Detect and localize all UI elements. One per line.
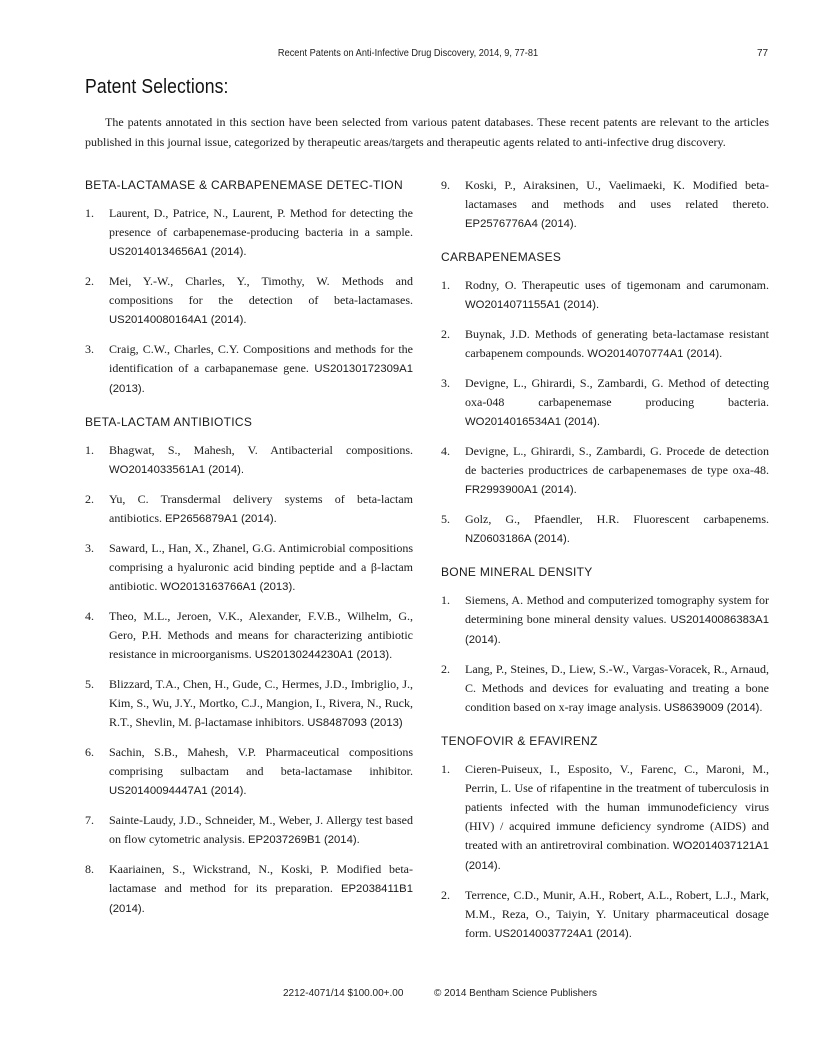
entry-number: 2. bbox=[441, 327, 450, 341]
patent-number: WO2014033561A1 (2014). bbox=[109, 464, 245, 476]
section-heading: BETA-LACTAMASE & CARBAPENEMASE DETEC-TION bbox=[85, 178, 403, 192]
patent-number: US20130244230A1 (2013). bbox=[254, 649, 393, 661]
entry-number: 6. bbox=[85, 745, 94, 759]
patent-list bbox=[85, 204, 413, 399]
entry-number: 7. bbox=[85, 813, 94, 827]
patent-entry bbox=[85, 743, 413, 801]
patent-number: US20140086383A1 (2014). bbox=[465, 614, 769, 646]
entry-citation: Koski, P., Airaksinen, U., Vaelimaeki, K. Modified beta-lactamases and methods and uses related thereto. bbox=[465, 178, 769, 211]
patent-entry bbox=[441, 886, 769, 944]
entry-number: 9. bbox=[441, 178, 450, 192]
patent-entry bbox=[441, 325, 769, 364]
page-title: Patent Selections: bbox=[85, 76, 229, 98]
patent-number: US20130172309A1 (2013). bbox=[109, 363, 413, 395]
entry-number: 8. bbox=[85, 862, 94, 876]
patent-number: US8639009 (2014). bbox=[663, 702, 763, 714]
patent-number: US8487093 (2013) bbox=[307, 717, 403, 729]
patent-list bbox=[441, 591, 769, 718]
entry-number: 1. bbox=[441, 762, 450, 776]
patent-section bbox=[85, 176, 413, 399]
entry-number: 5. bbox=[441, 512, 450, 526]
footer-issn: 2212-4071/14 $100.00+.00 bbox=[283, 988, 404, 999]
entry-citation: Mei, Y.-W., Charles, Y., Timothy, W. Methods and compositions for the detection of beta-lactamases. bbox=[109, 274, 413, 307]
patent-number: WO2014070774A1 (2014). bbox=[587, 348, 723, 360]
entry-citation: Bhagwat, S., Mahesh, V. Antibacterial compositions. bbox=[109, 443, 413, 457]
entry-number: 2. bbox=[441, 662, 450, 676]
patent-entry bbox=[441, 374, 769, 432]
patent-number: EP2656879A1 (2014). bbox=[165, 513, 277, 525]
entry-number: 1. bbox=[85, 443, 94, 457]
patent-entry bbox=[441, 276, 769, 315]
section-heading: BONE MINERAL DENSITY bbox=[441, 565, 593, 579]
patent-entry bbox=[441, 660, 769, 718]
entry-citation: Kaariainen, S., Wickstrand, N., Koski, P. Modified beta-lactamase and method for its preparation. bbox=[109, 862, 413, 895]
entry-number: 3. bbox=[441, 376, 450, 390]
patent-number: WO2013163766A1 (2013). bbox=[160, 581, 296, 593]
entry-citation: Devigne, L., Ghirardi, S., Zambardi, G. Method of detecting oxa-048 carbapenemase producing bacteria. bbox=[465, 376, 769, 409]
running-head: Recent Patents on Anti-Infective Drug Discovery, 2014, 9, 77-81 bbox=[277, 48, 539, 59]
entry-number: 4. bbox=[441, 444, 450, 458]
patent-number: EP2576776A4 (2014). bbox=[465, 218, 577, 230]
patent-section bbox=[441, 248, 769, 549]
page-number: 77 bbox=[757, 48, 769, 59]
entry-citation: Devigne, L., Ghirardi, S., Zambardi, G. Procede de detection de bacteries productrices de carbapenemases de type oxa-48. bbox=[465, 444, 769, 477]
patent-entry bbox=[85, 441, 413, 480]
entry-citation: Golz, G., Pfaendler, H.R. Fluorescent carbapenems. bbox=[465, 512, 769, 526]
entry-citation: Lang, P., Steines, D., Liew, S.-W., Vargas-Voracek, R., Arnaud, C. Methods and devices for evaluating and treating a bone condition based on x-ray image analysis. bbox=[465, 662, 769, 714]
entry-number: 2. bbox=[441, 888, 450, 902]
patent-entry bbox=[85, 607, 413, 665]
entry-citation: Rodny, O. Therapeutic uses of tigemonam and carumonam. bbox=[465, 278, 769, 292]
entry-number: 4. bbox=[85, 609, 94, 623]
entry-citation: Sainte-Laudy, J.D., Schneider, M., Weber, J. Allergy test based on flow cytometric analysis. bbox=[109, 813, 413, 846]
patent-entry bbox=[441, 591, 769, 650]
entry-citation: Laurent, D., Patrice, N., Laurent, P. Method for detecting the presence of carbapenemase-producing bacteria in a sample. bbox=[109, 206, 413, 239]
entry-number: 5. bbox=[85, 677, 94, 691]
patent-section bbox=[441, 732, 769, 944]
patent-entry bbox=[85, 340, 413, 399]
patent-entry bbox=[85, 490, 413, 529]
patent-entry bbox=[85, 272, 413, 330]
intro-paragraph: The patents annotated in this section have been selected from various patent databases. These recent patents are relevant to the articles published in this journal issue, categorized by therapeutic areas/targets and therapeutic agents related to anti-infective drug discovery. bbox=[85, 115, 769, 149]
footer-copyright: © 2014 Bentham Science Publishers bbox=[434, 988, 598, 999]
patent-section bbox=[85, 413, 413, 919]
patent-number: FR2993900A1 (2014). bbox=[465, 484, 577, 496]
entry-citation: Blizzard, T.A., Chen, H., Gude, C., Hermes, J.D., Imbriglio, J., Kim, S., Wu, J.Y., Mortko, C.J., Mangion, I., Rivera, N., Ruck, R.T., Shevlin, M. β-lactamase inhibitors. bbox=[109, 677, 413, 729]
entry-number: 2. bbox=[85, 492, 94, 506]
patent-list bbox=[85, 441, 413, 919]
patent-entry bbox=[85, 811, 413, 850]
patent-entry bbox=[441, 442, 769, 500]
patent-list bbox=[441, 276, 769, 549]
entry-citation: Siemens, A. Method and computerized tomography system for determining bone mineral density values. bbox=[465, 593, 769, 626]
entry-number: 3. bbox=[85, 541, 94, 555]
entry-citation: Cieren-Puiseux, I., Esposito, V., Farenc, C., Maroni, M., Perrin, L. Use of rifapentine in the treatment of tuberculosis in patients infected with the human immunodeficiency virus (HIV) / acquired immune deficiency syndrome (AIDS) and treated with an antiretroviral combination. bbox=[465, 762, 769, 852]
entry-number: 2. bbox=[85, 274, 94, 288]
patent-entry bbox=[85, 860, 413, 919]
left-column bbox=[85, 176, 413, 933]
patent-number: EP2038411B1 (2014). bbox=[109, 883, 413, 915]
patent-number: WO2014071155A1 (2014). bbox=[465, 299, 600, 311]
entry-citation: Craig, C.W., Charles, C.Y. Compositions and methods for the identification of a carbapanemase gene. bbox=[109, 342, 413, 375]
patent-entry bbox=[441, 176, 769, 234]
section-heading: BETA-LACTAM ANTIBIOTICS bbox=[85, 415, 253, 429]
patent-number: US20140037724A1 (2014). bbox=[494, 928, 632, 940]
patent-list bbox=[441, 760, 769, 944]
patent-number: NZ0603186A (2014). bbox=[465, 533, 570, 545]
entry-number: 1. bbox=[441, 593, 450, 607]
entry-citation: Theo, M.L., Jeroen, V.K., Alexander, F.V.B., Wilhelm, G., Gero, P.H. Methods and means for characterizing antibiotic resistance in microorganisms. bbox=[109, 609, 413, 661]
entry-citation: Saward, L., Han, X., Zhanel, G.G. Antimicrobial compositions comprising a hyaluronic acid binding peptide and a β-lactam antibiotic. bbox=[109, 541, 413, 593]
entry-citation: Yu, C. Transdermal delivery systems of beta-lactam antibiotics. bbox=[109, 492, 413, 525]
right-column bbox=[441, 176, 769, 958]
patent-number: US20140080164A1 (2014). bbox=[109, 314, 247, 326]
patent-entry bbox=[85, 539, 413, 597]
patent-number: EP2037269B1 (2014). bbox=[247, 834, 360, 846]
entry-citation: Sachin, S.B., Mahesh, V.P. Pharmaceutical compositions comprising sulbactam and beta-lactamase inhibitor. bbox=[109, 745, 413, 778]
patent-entry bbox=[441, 760, 769, 876]
patent-number: US20140134656A1 (2014). bbox=[109, 246, 247, 258]
section-heading: TENOFOVIR & EFAVIRENZ bbox=[441, 734, 598, 748]
patent-list bbox=[441, 176, 769, 234]
patent-entry bbox=[441, 510, 769, 549]
entry-number: 1. bbox=[85, 206, 94, 220]
patent-section bbox=[441, 563, 769, 718]
entry-citation: Terrence, C.D., Munir, A.H., Robert, A.L., Robert, L.J., Mark, M.M., Reza, O., Taiyin, Y. Unitary pharmaceutical dosage form. bbox=[465, 888, 769, 940]
patent-number: US20140094447A1 (2014). bbox=[109, 785, 247, 797]
patent-entry bbox=[85, 204, 413, 262]
patent-number: WO2014037121A1 (2014). bbox=[465, 840, 769, 872]
section-heading: CARBAPENEMASES bbox=[441, 250, 562, 264]
entry-citation: Buynak, J.D. Methods of generating beta-lactamase resistant carbapenem compounds. bbox=[465, 327, 769, 360]
entry-number: 1. bbox=[441, 278, 450, 292]
patent-entry bbox=[85, 675, 413, 733]
patent-number: WO2014016534A1 (2014). bbox=[465, 416, 601, 428]
patent-section bbox=[441, 176, 769, 234]
entry-number: 3. bbox=[85, 342, 94, 356]
